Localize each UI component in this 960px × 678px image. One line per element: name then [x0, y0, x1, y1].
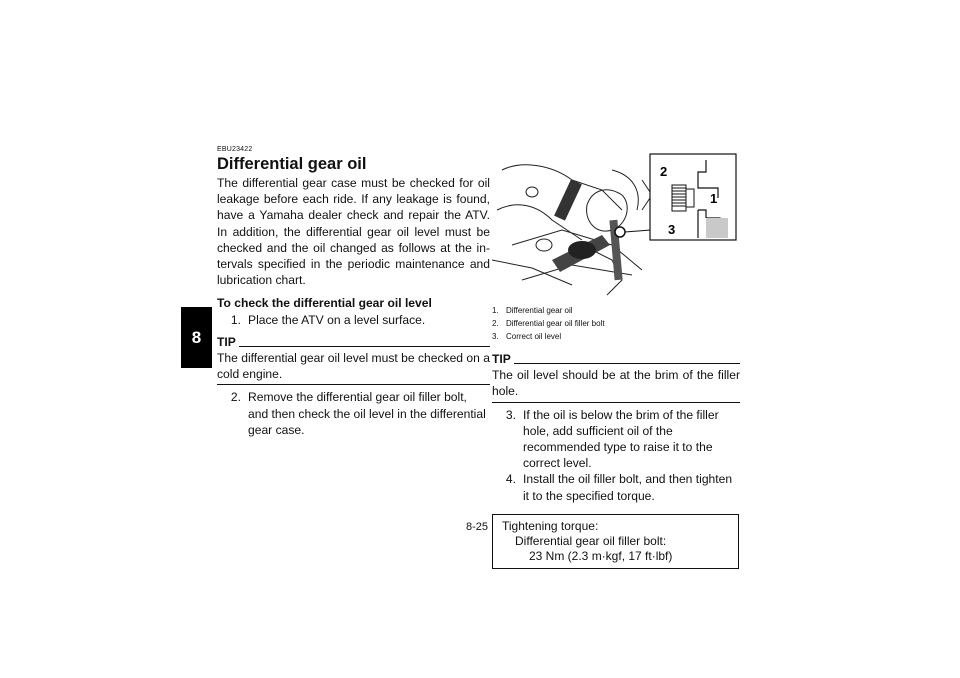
- caption-item: [492, 330, 740, 343]
- caption-number: 3.: [492, 332, 499, 341]
- step-item: [492, 471, 740, 503]
- intro-paragraph: The differential gear case must be checked for oil leakage before each ride. If any leakage is found, have a Yamaha dealer check and repair the ATV. In addition, the differential gear oil level must be checked and the oil changed as follows at the in- tervals specified in the periodic maintenance and lubrication chart.: [217, 176, 490, 288]
- step-item: [217, 389, 490, 438]
- callout-2: 2: [660, 164, 668, 179]
- differential-illustration: [492, 150, 740, 300]
- step-text: Remove the differential gear oil filler bolt, and then check the oil level in the differential gear case.: [248, 390, 486, 437]
- callout-3: 3: [668, 222, 676, 237]
- chapter-tab: 8: [181, 307, 212, 368]
- tip-label: TIP: [217, 334, 236, 349]
- caption-item: [492, 304, 740, 317]
- tip-end-rule: [217, 384, 490, 385]
- tip-header: [217, 334, 490, 350]
- tip-rule: [239, 346, 490, 347]
- callout-1: 1: [710, 191, 718, 206]
- tip-text: The oil level should be at the brim of the filler hole.: [492, 368, 740, 399]
- tip-header: [492, 351, 740, 367]
- torque-spec-box: [492, 514, 739, 569]
- torque-label: Tightening torque:: [502, 518, 599, 533]
- section-title: Differential gear oil: [217, 155, 367, 173]
- step-text: If the oil is below the brim of the filler hole, add sufficient oil of the recommended type to raise it to the correct level.: [523, 407, 719, 471]
- section-code: EBU23422: [217, 146, 253, 153]
- step-number: 1.: [230, 312, 241, 327]
- tip-end-rule: [492, 402, 740, 403]
- caption-text: Differential gear oil filler bolt: [506, 319, 605, 328]
- caption-text: Correct oil level: [506, 332, 562, 341]
- figure-captions: [492, 304, 740, 343]
- right-column: [492, 150, 740, 569]
- subheading: To check the differential gear oil level: [217, 296, 432, 311]
- torque-item: Differential gear oil filler bolt:: [515, 533, 667, 548]
- caption-number: 1.: [492, 306, 499, 315]
- step-text: Install the oil filler bolt, and then tighten it to the specified torque.: [523, 472, 733, 503]
- step-item: [492, 407, 740, 472]
- torque-value: 23 Nm (2.3 m·kgf, 17 ft·lbf): [529, 548, 673, 563]
- differential-drawing: [492, 150, 740, 300]
- step-number: 3.: [505, 407, 516, 422]
- caption-number: 2.: [492, 319, 499, 328]
- tip-label: TIP: [492, 352, 511, 366]
- tip-text: The differential gear oil level must be checked on a cold engine.: [217, 351, 490, 382]
- caption-item: [492, 317, 740, 330]
- step-number: 4.: [505, 472, 516, 487]
- left-column: [217, 146, 490, 438]
- step-item: [217, 312, 490, 328]
- step-text: Place the ATV on a level surface.: [248, 312, 426, 327]
- tip-rule: [514, 363, 740, 364]
- caption-text: Differential gear oil: [506, 306, 573, 315]
- page-number: 8-25: [466, 521, 489, 533]
- step-number: 2.: [230, 390, 241, 405]
